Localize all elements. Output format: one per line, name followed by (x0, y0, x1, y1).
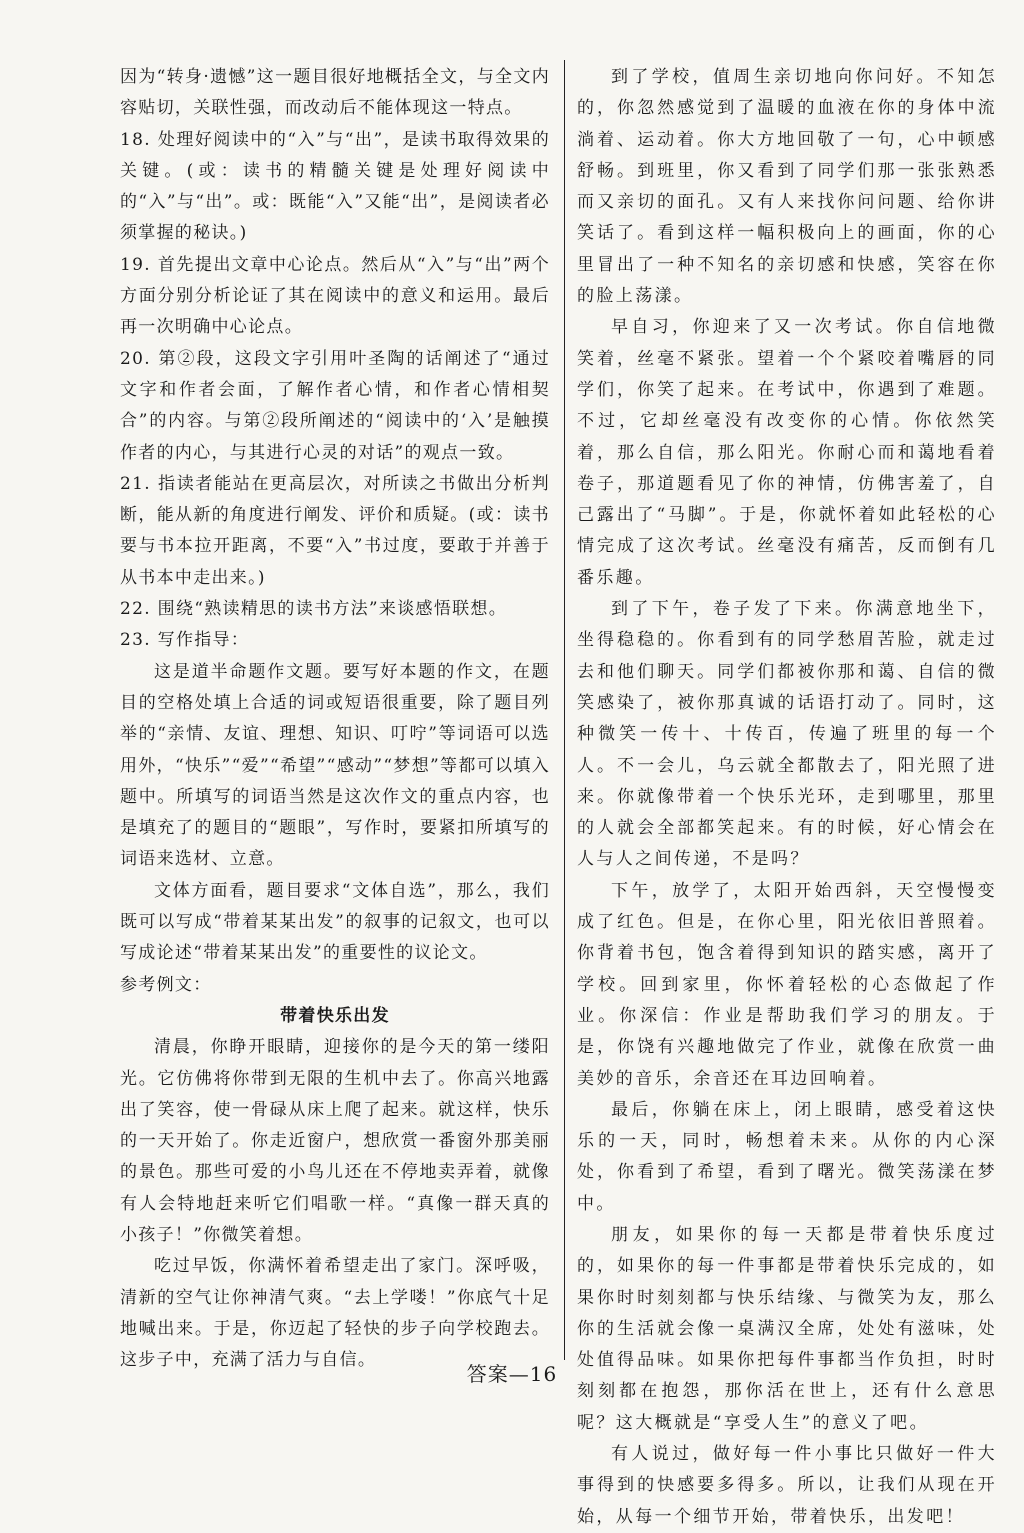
answer-19: 19. 首先提出文章中心论点。然后从“入”与“出”两个方面分别分析论证了其在阅读中的意义和运用。最后再一次明确中心论点。 (120, 254, 550, 338)
answer-21: 21. 指读者能站在更高层次，对所读之书做出分析判断，能从新的角度进行阐发、评价和质疑。(或：读书要与书本拉开距离，不要“入”书过度，要敢于并善于从书本中走出来。) (120, 473, 550, 588)
essay-paragraph: 最后，你躺在床上，闭上眼睛，感受着这快乐的一天，同时，畅想着未来。从你的内心深处，你看到了希望，看到了曙光。微笑荡漾在梦中。 (577, 1099, 997, 1214)
essay-paragraph: 有人说过，做好每一件小事比只做好一件大事得到的快感要多得多。所以，让我们从现在开始，从每一个细节开始，带着快乐，出发吧！ (577, 1444, 997, 1527)
essay-title: 带着快乐出发 (280, 1005, 390, 1026)
answer-17-tail: 因为“转身·遗憾”这一题目很好地概括全文，与全文内容贴切，关联性强，而改动后不能体现这一特点。 (120, 67, 550, 119)
answer-18: 18. 处理好阅读中的“入”与“出”，是读书取得效果的关键。(或：读书的精髓关键是处理好阅读中的“入”与“出”。或：既能“入”又能“出”，是阅读者必须掌握的秘诀。) (120, 129, 550, 244)
essay-paragraph: 清晨，你睁开眼睛，迎接你的是今天的第一缕阳光。它仿佛将你带到无限的生机中去了。你高兴地露出了笑容，使一骨碌从床上爬了起来。就这样，快乐的一天开始了。你走近窗户，想欣赏一番窗外那美丽的景色。那些可爱的小鸟儿还在不停地卖弄着，就像有人会特地赶来听它们唱歌一样。“真像一群天真的小孩子！”你微笑着想。 (120, 1037, 550, 1245)
answer-20: 20. 第②段，这段文字引用叶圣陶的话阐述了“通过文字和作者会面，了解作者心情，和作者心情相契合”的内容。与第②段所阐述的“阅读中的‘入’是触摸作者的内心，与其进行心灵的对话”的观点一致。 (120, 348, 550, 463)
right-column (577, 62, 997, 1533)
essay-paragraph: 到了学校，值周生亲切地向你问好。不知怎的，你忽然感觉到了温暖的血液在你的身体中流淌着、运动着。你大方地回敬了一句，心中顿感舒畅。到班里，你又看到了同学们那一张张熟悉而又亲切的面孔。又有人来找你问问题、给你讲笑话了。看到这样一幅积极向上的画面，你的心里冒出了一种不知名的亲切感和快感，笑容在你的脸上荡漾。 (577, 67, 997, 307)
essay-paragraph: 吃过早饭，你满怀着希望走出了家门。深呼吸，清新的空气让你神清气爽。“去上学喽！”你底气十足地喊出来。于是，你迈起了轻快的步子向学校跑去。这步子中，充满了活力与自信。 (120, 1256, 550, 1371)
column-divider (564, 60, 565, 1360)
genre-guide-paragraph: 文体方面看，题目要求“文体自选”，那么，我们既可以写成“带着某某出发”的叙事的记叙文，也可以写成论述“带着某某出发”的重要性的议论文。 (120, 880, 550, 964)
left-column (120, 62, 550, 1376)
essay-paragraph: 朋友，如果你的每一天都是带着快乐度过的，如果你的每一件事都是带着快乐完成的，如果你时时刻刻都与快乐结缘、与微笑为友，那么你的生活就会像一桌满汉全席，处处有滋味，处处值得品味。如果你把每件事都当作负担，时时刻刻都在抱怨，那你活在世上，还有什么意思呢？这大概就是“享受人生”的意义了吧。 (577, 1224, 997, 1433)
writing-guide-paragraph: 这是道半命题作文题。要写好本题的作文，在题目的空格处填上合适的词或短语很重要，除了题目列举的“亲情、友谊、理想、知识、叮咛”等词语可以选用外，“快乐”“爱”“希望”“感动”“梦想”等都可以填入题中。所填写的词语当然是这次作文的重点内容，也是填充了的题目的“题眼”，写作时，要紧扣所填写的词语来选材、立意。 (120, 661, 550, 870)
essay-paragraph: 下午，放学了，太阳开始西斜，天空慢慢变成了红色。但是，在你心里，阳光依旧普照着。你背着书包，饱含着得到知识的踏实感，离开了学校。回到家里，你怀着轻松的心态做起了作业。你深信：作业是帮助我们学习的朋友。于是，你饶有兴趣地做完了作业，就像在欣赏一曲美妙的音乐，余音还在耳边回响着。 (577, 880, 997, 1089)
page-number: 答案—16 (466, 1362, 558, 1386)
essay-paragraph: 到了下午，卷子发了下来。你满意地坐下，坐得稳稳的。你看到有的同学愁眉苦脸，就走过去和他们聊天。同学们都被你那和蔼、自信的微笑感染了，被你那真诚的话语打动了。同时，这种微笑一传十、十传百，传遍了班里的每一个人。不一会儿，乌云就全都散去了，阳光照了进来。你就像带着一个快乐光环，走到哪里，那里的人就会全部都笑起来。有的时候，好心情会在人与人之间传递，不是吗？ (577, 599, 997, 870)
sample-essay-label: 参考例文： (120, 974, 212, 995)
answer-22: 22. 围绕“熟读精思的读书方法”来谈感悟联想。 (120, 599, 508, 620)
answer-23-heading: 23. 写作指导： (120, 630, 250, 651)
essay-paragraph: 早自习，你迎来了又一次考试。你自信地微笑着，丝毫不紧张。望着一个个紧咬着嘴唇的同学们，你笑了起来。在考试中，你遇到了难题。不过，它却丝毫没有改变你的心情。你依然笑着，那么自信，那么阳光。你耐心而和蔼地看着卷子，那道题看见了你的神情，仿佛害羞了，自己露出了“马脚”。于是，你就怀着如此轻松的心情完成了这次考试。丝毫没有痛苦，反而倒有几番乐趣。 (577, 317, 997, 588)
